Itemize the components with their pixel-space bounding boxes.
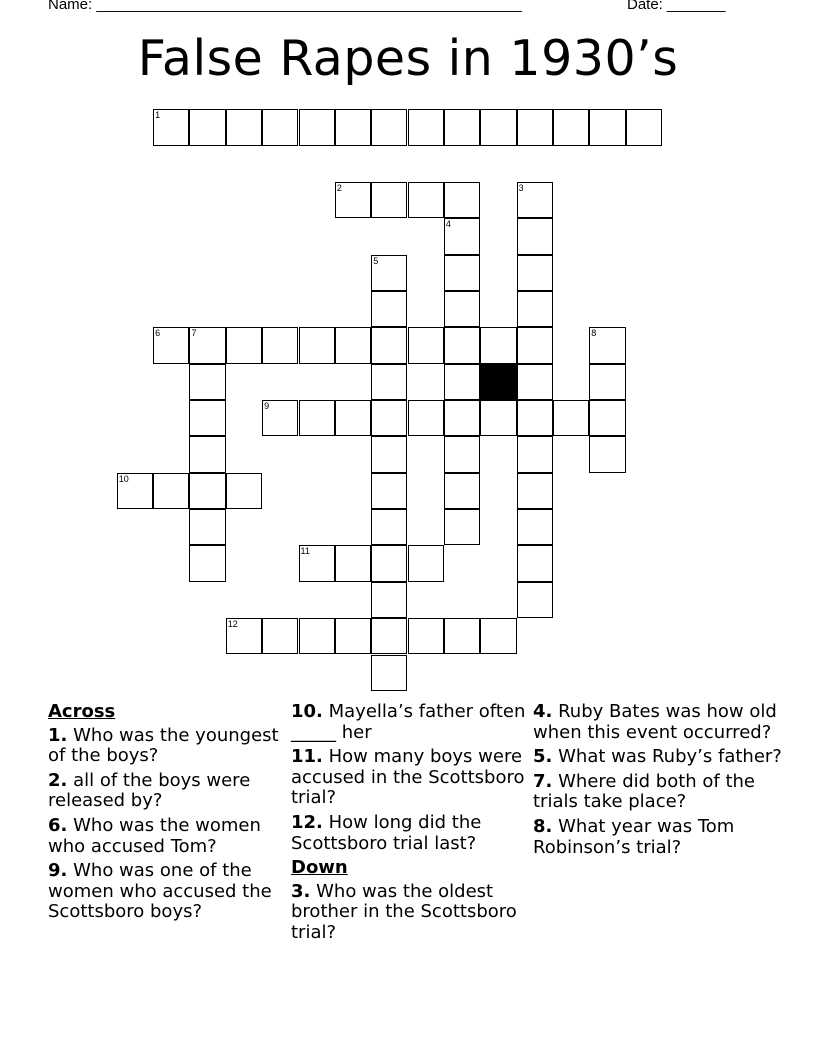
grid-cell[interactable] [444, 182, 480, 218]
grid-cell[interactable] [371, 509, 407, 545]
grid-cell[interactable] [517, 218, 553, 254]
grid-cell[interactable] [626, 109, 662, 145]
grid-cell[interactable] [444, 436, 480, 472]
grid-cell[interactable] [226, 618, 262, 654]
grid-cell[interactable] [480, 327, 516, 363]
clue-number: 6. [48, 814, 68, 836]
grid-cell[interactable] [371, 582, 407, 618]
clue-text: How many boys were accused in the Scottsboro trial? [291, 746, 525, 809]
across-heading: Across [48, 701, 116, 722]
clue-across-6 [48, 816, 283, 857]
grid-cell[interactable] [480, 400, 516, 436]
grid-cell[interactable] [189, 400, 225, 436]
clue-down-3 [291, 882, 526, 944]
grid-cell[interactable] [299, 400, 335, 436]
grid-cell[interactable] [408, 182, 444, 218]
grid-cell[interactable] [189, 327, 225, 363]
cell-number: 7 [191, 328, 197, 339]
clue-text: Where did both of the trials take place? [533, 770, 756, 813]
grid-cell[interactable] [335, 400, 371, 436]
clue-across-11 [291, 747, 526, 809]
grid-cell[interactable] [189, 545, 225, 581]
clue-column-3 [533, 702, 793, 862]
grid-cell[interactable] [589, 327, 625, 363]
grid-cell[interactable] [371, 182, 407, 218]
clue-column-2 [291, 702, 526, 948]
clue-across-10 [291, 702, 526, 743]
cell-number: 3 [518, 182, 524, 193]
grid-cell[interactable] [371, 255, 407, 291]
grid-cell[interactable] [444, 291, 480, 327]
grid-cell[interactable] [299, 327, 335, 363]
grid-cell[interactable] [444, 473, 480, 509]
clue-down-8 [533, 817, 793, 858]
cell-number: 1 [155, 110, 161, 121]
cell-number: 9 [264, 401, 270, 412]
cell-number: 2 [336, 182, 342, 193]
grid-cell[interactable] [226, 473, 262, 509]
grid-cell[interactable] [226, 109, 262, 145]
grid-cell[interactable] [299, 545, 335, 581]
clue-down-7 [533, 772, 793, 813]
grid-cell[interactable] [444, 109, 480, 145]
clue-text: What was Ruby’s father? [558, 746, 782, 768]
grid-cell[interactable] [517, 182, 553, 218]
clue-number: 12. [291, 811, 323, 833]
grid-cell[interactable] [408, 400, 444, 436]
grid-cell[interactable] [444, 364, 480, 400]
grid-cell[interactable] [299, 618, 335, 654]
grid-cell[interactable] [153, 327, 189, 363]
clue-number: 9. [48, 860, 68, 882]
grid-cell[interactable] [189, 509, 225, 545]
clue-down-5 [533, 747, 793, 768]
grid-cell[interactable] [189, 436, 225, 472]
grid-cell[interactable] [335, 618, 371, 654]
clue-number: 3. [291, 880, 311, 902]
grid-cell[interactable] [189, 109, 225, 145]
grid-cell[interactable] [335, 545, 371, 581]
grid-cell[interactable] [517, 327, 553, 363]
clue-across-12 [291, 813, 526, 854]
grid-cell[interactable] [408, 109, 444, 145]
clue-text: Who was one of the women who accused the Scottsboro boys? [48, 860, 272, 923]
grid-cell[interactable] [371, 655, 407, 691]
clue-number: 5. [533, 746, 553, 768]
grid-cell[interactable] [517, 400, 553, 436]
cell-number: 5 [373, 255, 379, 266]
grid-cell[interactable] [117, 473, 153, 509]
name-field-line: Name: ___________________________________________________ [48, 0, 522, 13]
cell-number: 12 [227, 619, 238, 630]
cell-number: 10 [118, 473, 129, 484]
grid-cell[interactable] [226, 327, 262, 363]
grid-cell[interactable] [262, 400, 298, 436]
grid-cell[interactable] [262, 618, 298, 654]
down-heading: Down [291, 857, 348, 879]
grid-cell[interactable] [335, 182, 371, 218]
clue-number: 7. [533, 770, 553, 792]
clue-down-4 [533, 702, 793, 743]
grid-cell[interactable] [408, 545, 444, 581]
grid-cell[interactable] [553, 109, 589, 145]
grid-cell[interactable] [444, 618, 480, 654]
clue-text: Who was the oldest brother in the Scottsboro trial? [291, 880, 517, 943]
grid-cell[interactable] [444, 327, 480, 363]
grid-cell[interactable] [517, 473, 553, 509]
grid-cell[interactable] [517, 255, 553, 291]
grid-cell[interactable] [517, 109, 553, 145]
grid-cell[interactable] [371, 618, 407, 654]
clue-number: 10. [291, 701, 323, 722]
grid-cell[interactable] [517, 509, 553, 545]
clue-number: 8. [533, 815, 553, 837]
grid-cell[interactable] [371, 545, 407, 581]
grid-cell[interactable] [262, 109, 298, 145]
grid-cell[interactable] [480, 618, 516, 654]
cell-number: 11 [300, 546, 310, 557]
clue-number: 4. [533, 701, 553, 722]
grid-cell[interactable] [444, 400, 480, 436]
clue-text: Who was the youngest of the boys? [48, 724, 279, 767]
clue-text: Mayella’s father often _____ her [291, 701, 526, 743]
grid-cell[interactable] [335, 109, 371, 145]
grid-cell[interactable] [189, 473, 225, 509]
grid-cell[interactable] [444, 509, 480, 545]
grid-cell[interactable] [408, 327, 444, 363]
grid-cell[interactable] [589, 400, 625, 436]
grid-cell[interactable] [371, 109, 407, 145]
clue-text: What year was Tom Robinson’s trial? [533, 815, 735, 858]
clue-number: 1. [48, 724, 68, 746]
clue-across-2 [48, 771, 283, 812]
cell-number: 8 [591, 328, 597, 339]
grid-cell[interactable] [517, 291, 553, 327]
grid-cell[interactable] [444, 255, 480, 291]
clue-number: 11. [291, 746, 323, 768]
puzzle-title: False Rapes in 1930’s [137, 30, 679, 87]
grid-cell[interactable] [444, 218, 480, 254]
grid-cell[interactable] [262, 327, 298, 363]
grid-cell[interactable] [517, 582, 553, 618]
grid-cell[interactable] [371, 364, 407, 400]
grid-cell[interactable] [189, 364, 225, 400]
clue-across-9 [48, 861, 283, 923]
grid-cell[interactable] [153, 473, 189, 509]
grid-cell[interactable] [553, 400, 589, 436]
grid-cell[interactable] [371, 473, 407, 509]
grid-cell[interactable] [517, 364, 553, 400]
grid-cell[interactable] [408, 618, 444, 654]
clue-text: all of the boys were released by? [48, 769, 251, 812]
grid-cell[interactable] [589, 436, 625, 472]
grid-cell[interactable] [371, 436, 407, 472]
clue-text: Ruby Bates was how old when this event occurred? [533, 701, 777, 743]
grid-cell[interactable] [480, 109, 516, 145]
grid-cell[interactable] [517, 436, 553, 472]
cell-number: 6 [155, 328, 161, 339]
grid-cell[interactable] [371, 291, 407, 327]
black-cell [480, 364, 516, 400]
grid-cell[interactable] [589, 109, 625, 145]
grid-cell[interactable] [299, 109, 335, 145]
grid-cell[interactable] [335, 327, 371, 363]
grid-cell[interactable] [371, 327, 407, 363]
grid-cell[interactable] [153, 109, 189, 145]
clue-text: How long did the Scottsboro trial last? [291, 811, 482, 854]
clue-text: Who was the women who accused Tom? [48, 814, 261, 857]
clue-column-1 [48, 702, 283, 927]
date-field-line: Date: _______ [627, 0, 726, 13]
grid-cell[interactable] [371, 400, 407, 436]
grid-cell[interactable] [589, 364, 625, 400]
grid-cell[interactable] [517, 545, 553, 581]
clue-across-1 [48, 726, 283, 767]
clue-number: 2. [48, 769, 68, 791]
cell-number: 4 [445, 219, 451, 230]
